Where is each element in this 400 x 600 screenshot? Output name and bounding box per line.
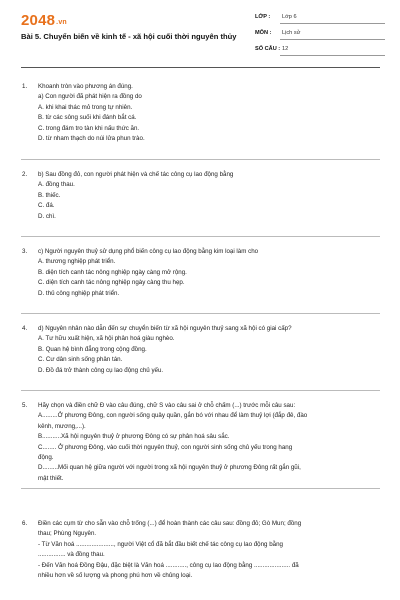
statement-c: C........ Ở phương Đông, vào cuối thời nguyên thuỷ, con người sinh sống chủ yếu trong hang <box>38 443 293 451</box>
answer-option-a: A. Tư hữu xuất hiện, xã hội phân hoá giàu nghèo. <box>38 335 175 343</box>
statement-b: B...........Xã hội nguyên thuỷ ở phương Đông có sự phân hoá sâu sắc. <box>38 433 230 441</box>
header-divider <box>21 67 380 68</box>
answer-option-c: C. Cư dân sinh sống phân tán. <box>38 356 123 364</box>
subject-value: Lịch sử <box>282 30 301 36</box>
answer-option-b: B. diện tích canh tác nông nghiệp ngày càng mở rộng. <box>38 268 187 276</box>
grade-underline <box>280 23 385 24</box>
statement-c-continued: động. <box>38 454 54 462</box>
question-count-field <box>255 46 385 56</box>
lesson-title: Bài 5. Chuyển biến về kinh tế - xã hội cuối thời nguyên thủy <box>21 32 237 41</box>
question-divider <box>21 488 380 489</box>
answer-option-d: D. chì. <box>38 212 56 220</box>
answer-option-b: B. từ các sông suối khi đánh bắt cá. <box>38 114 137 122</box>
question-text-continued: thau; Phùng Nguyên. <box>38 530 97 538</box>
question-divider <box>21 313 380 314</box>
fill-in-sentence-1-continued: ................ và đồng thau. <box>38 551 105 559</box>
answer-option-c: C. đá. <box>38 202 55 210</box>
question-number: 3. <box>22 248 28 255</box>
fill-in-sentence-1: - Từ Văn hoá ......................, người Việt cổ đã bắt đầu biết chế tác công cụ lao động bằng <box>38 540 283 548</box>
answer-option-d: D. từ nham thạch do núi lửa phun trào. <box>38 135 145 143</box>
question-divider <box>21 390 380 391</box>
question-text: Khoanh tròn vào phương án đúng. <box>38 83 133 90</box>
fill-in-sentence-2: - Đến Văn hoá Đồng Đậu, đặc biệt là Văn hoá ............, công cụ lao động bằng ..................... đã <box>38 561 299 569</box>
question-stem: d) Nguyên nhân nào dẫn đến sự chuyển biến từ xã hội nguyên thuỷ sang xã hội có giai cấp? <box>38 325 292 332</box>
question-stem: c) Người nguyên thuỷ sử dụng phổ biến công cụ lao động bằng kim loại làm cho <box>38 248 259 255</box>
question-number: 1. <box>22 83 28 90</box>
answer-option-d: D. thủ công nghiệp phát triển. <box>38 289 120 297</box>
question-number: 6. <box>22 520 28 527</box>
worksheet-header <box>0 0 400 66</box>
answer-option-c: C. trong đám tro tàn khi nấu thức ăn. <box>38 124 140 132</box>
question-divider <box>21 159 380 160</box>
question-divider <box>21 236 380 237</box>
question-text: Hãy chọn và điền chữ Đ vào câu đúng, chữ S vào câu sai ở chỗ chấm (...) trước mỗi câu sau: <box>38 402 296 409</box>
grade-field <box>255 14 385 24</box>
fill-in-sentence-2-continued: nhiều hơn về số lượng và phong phú hơn về chủng loại. <box>38 572 193 580</box>
statement-d-continued: mật thiết. <box>38 474 64 482</box>
answer-option-c: C. diện tích canh tác nông nghiệp ngày càng thu hẹp. <box>38 279 185 287</box>
answer-option-a: A. đồng thau. <box>38 181 75 189</box>
answer-option-a: A. khi khai thác mỏ trong tự nhiên. <box>38 103 133 111</box>
grade-value: Lớp 6 <box>282 14 297 20</box>
statement-a-continued: kênh, mương,...). <box>38 422 86 430</box>
question-count-underline <box>280 55 385 56</box>
grade-label: LỚP : <box>255 14 271 20</box>
subject-label: MÔN : <box>255 30 272 36</box>
answer-option-b: B. Quan hệ bình đẳng trong cộng đồng. <box>38 345 147 353</box>
question-count-label: SỐ CÂU : <box>255 46 281 52</box>
statement-d: D.........Mối quan hệ giữa người với người trong xã hội nguyên thuỷ ở phương Đông rất gắn gũi, <box>38 464 301 472</box>
answer-option-a: A. thương nghiệp phát triển. <box>38 258 116 266</box>
answer-option-b: B. thiếc. <box>38 191 61 199</box>
subject-underline <box>280 39 385 40</box>
question-text: Điền các cụm từ cho sẵn vào chỗ trống (...) để hoàn thành các câu sau: đồng đỏ; Gò Mun; đồng <box>38 520 302 527</box>
question-stem: a) Con người đã phát hiện ra đồng do <box>38 93 142 101</box>
question-stem: b) Sau đồng đỏ, con người phát hiện và chế tác công cụ lao động bằng <box>38 171 234 178</box>
answer-option-d: D. Đồ đá trở thành công cụ lao động chủ yếu. <box>38 366 164 374</box>
question-number: 4. <box>22 325 28 332</box>
question-number: 5. <box>22 402 28 409</box>
subject-field <box>255 30 385 40</box>
question-count-value: 12 <box>282 46 289 52</box>
question-number: 2. <box>22 171 28 178</box>
site-logo[interactable]: 2048.vn <box>21 12 67 29</box>
statement-a: A.........Ở phương Đông, con người sống quây quần, gắn bó với nhau để làm thuỷ lợi (đắp đê, đào <box>38 412 308 420</box>
